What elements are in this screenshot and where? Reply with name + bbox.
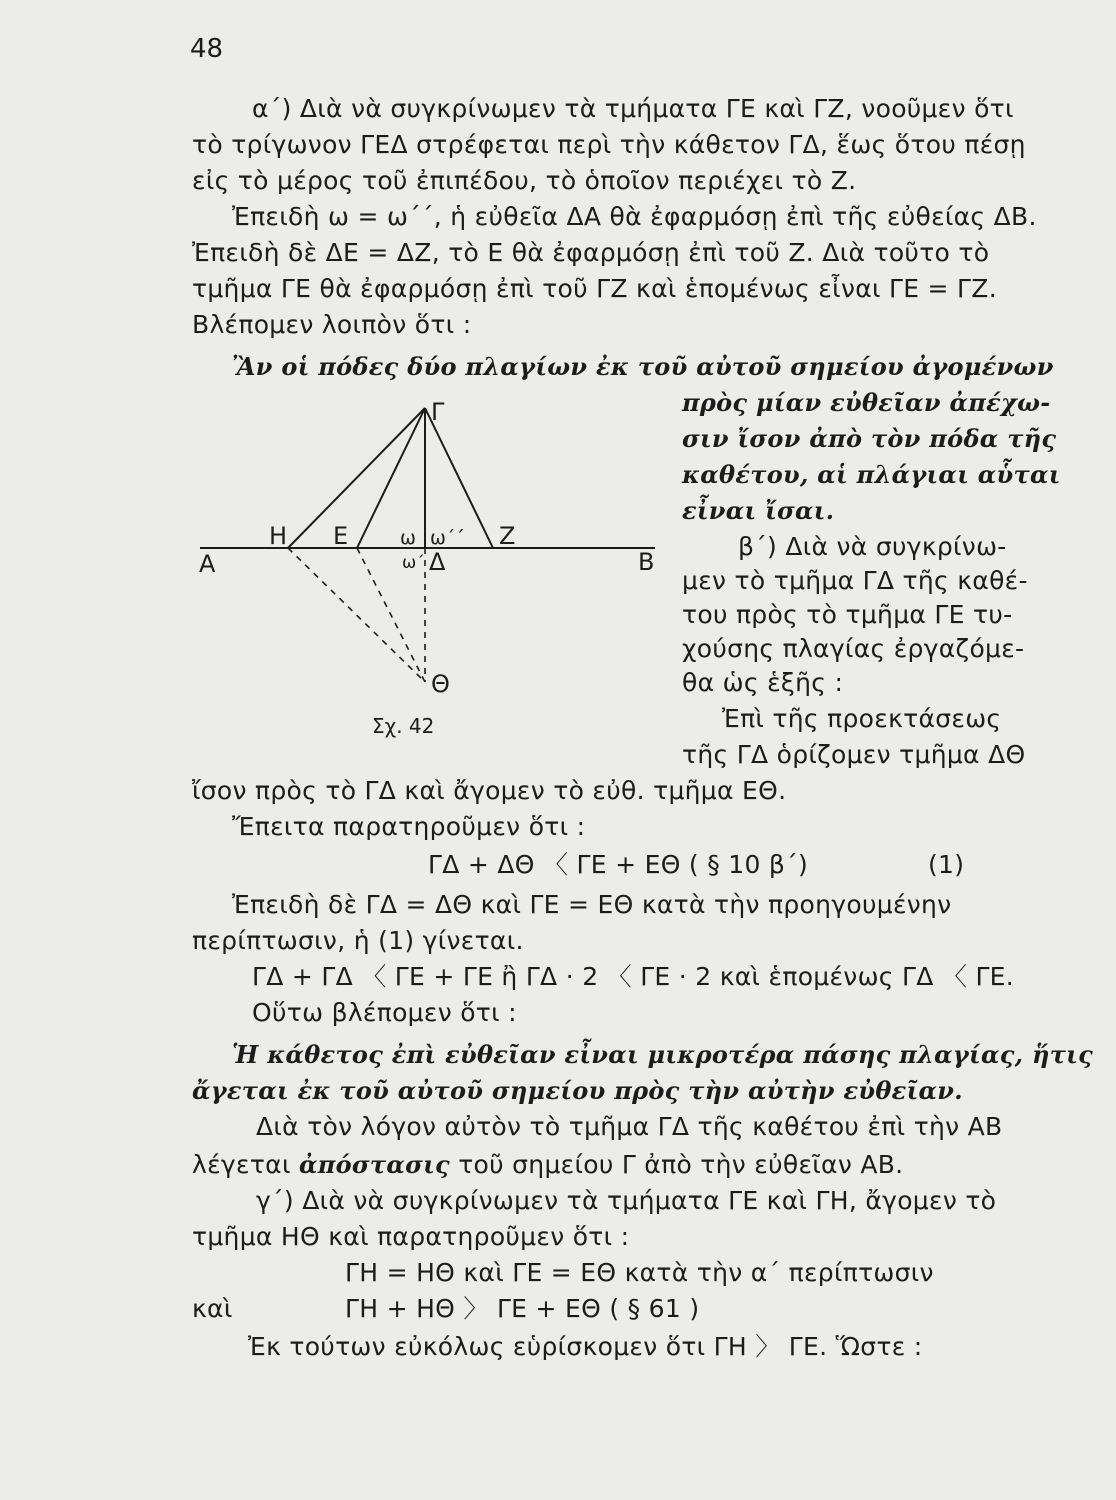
text-line	[192, 1150, 903, 1180]
label-G: Γ	[431, 398, 445, 426]
label-omega: ω	[400, 527, 416, 549]
text-line: α΄) Διὰ νὰ συγκρίνωμεν τὰ τμήματα ΓΕ καὶ ΓΖ, νοοῦμεν ὅτι	[252, 94, 1014, 123]
text-line: Ἐπὶ τῆς προεκτάσεως	[722, 704, 1002, 733]
label-E: Ε	[333, 522, 349, 550]
text-line: καὶ	[192, 1294, 233, 1323]
label-H: Η	[269, 522, 288, 550]
formula-line: ΓΗ + ΗΘ 〉 ΓΕ + ΕΘ ( § 61 )	[345, 1294, 700, 1323]
text-line: χούσης πλαγίας ἐργαζόμε-	[682, 634, 1025, 663]
text-line: τμῆμα ΓΕ θὰ ἐφαρμόσῃ ἐπὶ τοῦ ΓΖ καὶ ἑπομένως εἶναι ΓΕ = ΓΖ.	[192, 274, 997, 303]
theorem-line: Ἂν οἱ πόδες δύο πλαγίων ἐκ τοῦ αὐτοῦ σημείου ἀγομένων	[232, 352, 1054, 381]
label-D: Δ	[429, 548, 446, 576]
text-line: Ἐπειδὴ δὲ ΔΕ = ΔΖ, τὸ Ε θὰ ἐφαρμόσῃ ἐπὶ τοῦ Ζ. Διὰ τοῦτο τὸ	[192, 238, 990, 267]
formula-line: ΓΗ = ΗΘ καὶ ΓΕ = ΕΘ κατὰ τὴν α΄ περίπτωσιν	[345, 1258, 934, 1287]
text-line: εἰς τὸ μέρος τοῦ ἐπιπέδου, τὸ ὁποῖον περιέχει τὸ Ζ.	[192, 166, 857, 195]
label-omega-prime: ω΄	[402, 553, 425, 573]
text-line: του πρὸς τὸ τμῆμα ΓΕ τυ-	[682, 600, 1013, 629]
label-TH: Θ	[431, 670, 450, 698]
text-line: Ἐπειδὴ δὲ ΓΔ = ΔΘ καὶ ΓΕ = ΕΘ κατὰ τὴν προηγουμένην	[232, 890, 952, 919]
page-number: 48	[190, 34, 224, 64]
formula-line: ΓΔ + ΔΘ 〈 ΓΕ + ΕΘ ( § 10 β΄)	[428, 850, 809, 879]
formula-line: ΓΔ + ΓΔ 〈 ΓΕ + ΓΕ ἢ ΓΔ · 2 〈 ΓΕ · 2 καὶ ἑπομένως ΓΔ 〈 ΓΕ.	[252, 962, 1015, 991]
text-fragment: τοῦ σημείου Γ ἀπὸ τὴν εὐθεῖαν ΑΒ.	[458, 1150, 904, 1179]
theorem-line: ἄγεται ἐκ τοῦ αὐτοῦ σημείου πρὸς τὴν αὐτὴν εὐθεῖαν.	[192, 1076, 963, 1105]
label-omega-double: ω΄΄	[430, 527, 465, 549]
label-B: Β	[638, 548, 655, 576]
figure-labels	[199, 398, 654, 738]
text-line: Βλέπομεν λοιπὸν ὅτι :	[192, 310, 472, 339]
text-line: μεν τὸ τμῆμα ΓΔ τῆς καθέ-	[682, 566, 1028, 595]
theorem-line: Ἡ κάθετος ἐπὶ εὐθεῖαν εἶναι μικροτέρα πάσης πλαγίας, ἥτις	[232, 1040, 1093, 1069]
theorem-line: καθέτου, αἱ πλάγιαι αὗται	[682, 460, 1061, 489]
text-line: γ΄) Διὰ νὰ συγκρίνωμεν τὰ τμήματα ΓΕ καὶ ΓΗ, ἄγομεν τὸ	[256, 1186, 997, 1215]
text-line: ἴσον πρὸς τὸ ΓΔ καὶ ἄγομεν τὸ εὐθ. τμῆμα ΕΘ.	[192, 776, 787, 805]
equation-number: (1)	[928, 850, 965, 879]
text-line: τμῆμα ΗΘ καὶ παρατηροῦμεν ὅτι :	[192, 1222, 630, 1251]
text-line: περίπτωσιν, ἡ (1) γίνεται.	[192, 926, 524, 955]
text-line: Ἔπειτα παρατηροῦμεν ὅτι :	[232, 812, 586, 841]
theorem-line: εἶναι ἴσαι.	[682, 496, 835, 525]
text-line: τῆς ΓΔ ὁρίζομεν τμῆμα ΔΘ	[682, 740, 1026, 769]
theorem-line: σιν ἴσον ἀπὸ τὸν πόδα τῆς	[682, 424, 1057, 453]
text-line: Ἐπειδὴ ω = ω΄΄, ἡ εὐθεῖα ΔΑ θὰ ἐφαρμόσῃ ἐπὶ τῆς εὐθείας ΔΒ.	[232, 202, 1037, 231]
text-line: τὸ τρίγωνον ΓΕΔ στρέφεται περὶ τὴν κάθετον ΓΔ, ἕως ὅτου πέσῃ	[192, 130, 1026, 159]
text-line: Ἐκ τούτων εὐκόλως εὑρίσκομεν ὅτι ΓΗ 〉 ΓΕ. Ὥστε :	[248, 1332, 923, 1361]
text-line: Διὰ τὸν λόγον αὐτὸν τὸ τμῆμα ΓΔ τῆς καθέτου ἐπὶ τὴν ΑΒ	[256, 1112, 1003, 1141]
text-fragment: λέγεται	[192, 1150, 291, 1179]
label-A: Α	[199, 550, 216, 578]
text-line: β΄) Διὰ νὰ συγκρίνω-	[738, 532, 1007, 561]
figure-caption: Σχ. 42	[372, 714, 435, 738]
geometry-figure	[195, 390, 665, 740]
term-bold: ἀπόστασις	[298, 1150, 450, 1179]
label-Z: Ζ	[499, 522, 516, 550]
theorem-line: πρὸς μίαν εὐθεῖαν ἀπέχω-	[682, 388, 1051, 417]
text-line: θα ὡς ἑξῆς :	[682, 668, 844, 697]
text-line: Οὕτω βλέπομεν ὅτι :	[252, 998, 517, 1027]
